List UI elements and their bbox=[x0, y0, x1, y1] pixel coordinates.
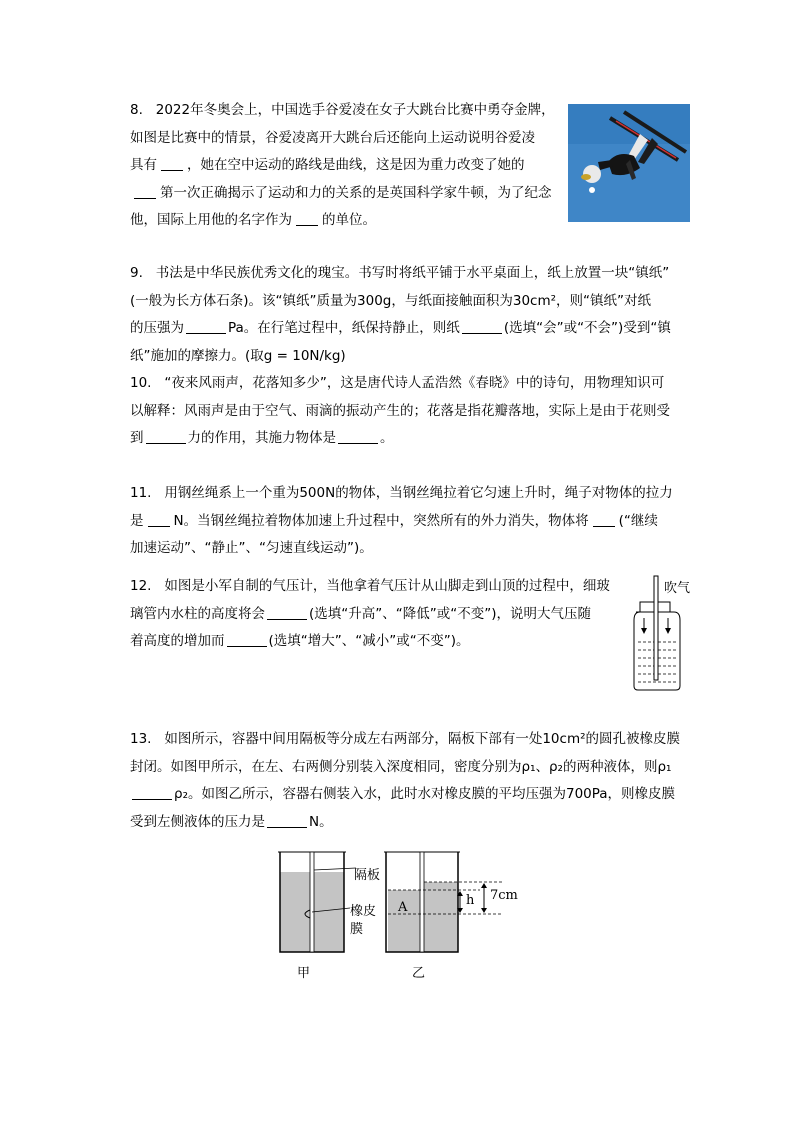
q11-line-1: 11. 用钢丝绳系上一个重为500N的物体，当钢丝绳拉着它匀速上升时，绳子对物体的拉力 bbox=[130, 485, 673, 501]
answer-blank[interactable] bbox=[148, 512, 170, 527]
answer-blank[interactable] bbox=[146, 429, 186, 444]
q12-line-2: 璃管内水柱的高度将会 (选填“升高”、“降低”或“不变”)，说明大气压随 bbox=[130, 605, 591, 622]
question-13 bbox=[130, 726, 690, 836]
q8-line-1: 8. 2022年冬奥会上，中国选手谷爱凌在女子大跳台比赛中勇夺金牌， bbox=[130, 102, 555, 118]
answer-blank[interactable] bbox=[227, 632, 267, 647]
q13-line-2: 封闭。如图甲所示，在左、右两侧分别装入深度相同，密度分别为ρ₁、ρ₂的两种液体，则ρ₁ bbox=[130, 758, 672, 775]
h-label: h bbox=[466, 893, 475, 908]
answer-blank[interactable] bbox=[267, 605, 307, 620]
q12-line-1: 12. 如图是小军自制的气压计，当他拿着气压计从山脚走到山顶的过程中，细玻 bbox=[130, 578, 610, 594]
q8-line-2: 如图是比赛中的情景，谷爱凌离开大跳台后还能向上运动说明谷爱凌 bbox=[130, 129, 535, 146]
question-10 bbox=[130, 370, 690, 453]
question-12 bbox=[130, 573, 630, 656]
q13-line-3: ρ₂。如图乙所示，容器右侧装入水，此时水对橡皮膜的平均压强为700Pa，则橡皮膜 bbox=[130, 781, 690, 809]
depth-label: 7cm bbox=[490, 888, 518, 903]
barometer-figure bbox=[628, 572, 698, 694]
answer-blank[interactable] bbox=[267, 813, 307, 828]
q9-line-4: 纸”施加的摩擦力。(取g = 10N/kg) bbox=[130, 347, 346, 364]
blow-label: 吹气 bbox=[664, 581, 691, 596]
q9-line-2: (一般为长方体石条)。该“镇纸”质量为300g，与纸面接触面积为30cm²，则“镇纸”对纸 bbox=[130, 292, 652, 309]
q8-line-5: 他，国际上用他的名字作为 的单位。 bbox=[130, 212, 376, 228]
membrane-label-2: 膜 bbox=[350, 922, 364, 937]
q8-line-3: 具有 ，她在空中运动的路线是曲线，这是因为重力改变了她的 bbox=[130, 157, 525, 173]
label-yi: 乙 bbox=[412, 966, 426, 981]
container-figures bbox=[270, 848, 530, 988]
answer-blank[interactable] bbox=[132, 785, 172, 800]
q12-line-3: 着高度的增加而 (选填“增大”、“减小”或“不变”)。 bbox=[130, 633, 470, 649]
q13-line-4: 受到左侧液体的压力是 N。 bbox=[130, 813, 333, 830]
q9-line-3: 的压强为 Pa。在行笔过程中，纸保持静止，则纸 (选填“会”或“不会”)受到“镇 bbox=[130, 320, 671, 336]
answer-blank[interactable] bbox=[186, 319, 226, 334]
skier-photo bbox=[568, 104, 690, 222]
answer-blank[interactable] bbox=[338, 429, 378, 444]
answer-blank[interactable] bbox=[593, 512, 615, 527]
q9-line-1: 9. 书法是中华民族优秀文化的瑰宝。书写时将纸平铺于水平桌面上，纸上放置一块“镇纸” bbox=[130, 265, 670, 281]
question-11 bbox=[130, 480, 690, 563]
membrane-label-1: 橡皮 bbox=[350, 904, 377, 919]
q10-line-3: 到 力的作用，其施力物体是 。 bbox=[130, 430, 394, 446]
point-a-label: A bbox=[398, 900, 408, 915]
question-9 bbox=[130, 260, 690, 370]
answer-blank[interactable] bbox=[296, 211, 318, 226]
label-jia: 甲 bbox=[297, 966, 311, 981]
answer-blank[interactable] bbox=[134, 184, 156, 199]
q8-line-4: 第一次正确揭示了运动和力的关系的是英国科学家牛顿，为了纪念 bbox=[130, 180, 690, 208]
partition-label: 隔板 bbox=[354, 868, 381, 883]
answer-blank[interactable] bbox=[161, 156, 183, 171]
q13-line-1: 13. 如图所示，容器中间用隔板等分成左右两部分，隔板下部有一处10cm²的圆孔被橡皮膜 bbox=[130, 731, 681, 747]
q10-line-2: 以解释：风雨声是由于空气、雨滴的振动产生的；花落是指花瓣落地，实际上是由于花则受 bbox=[130, 402, 670, 419]
q11-line-2: 是 N。当钢丝绳拉着物体加速上升过程中，突然所有的外力消失，物体将 (“继续 bbox=[130, 512, 658, 529]
answer-blank[interactable] bbox=[462, 319, 502, 334]
q10-line-1: 10. “夜来风雨声，花落知多少”，这是唐代诗人孟浩然《春晓》中的诗句，用物理知识可 bbox=[130, 375, 665, 391]
q11-line-3: 加速运动”、“静止”、“匀速直线运动”)。 bbox=[130, 540, 373, 556]
